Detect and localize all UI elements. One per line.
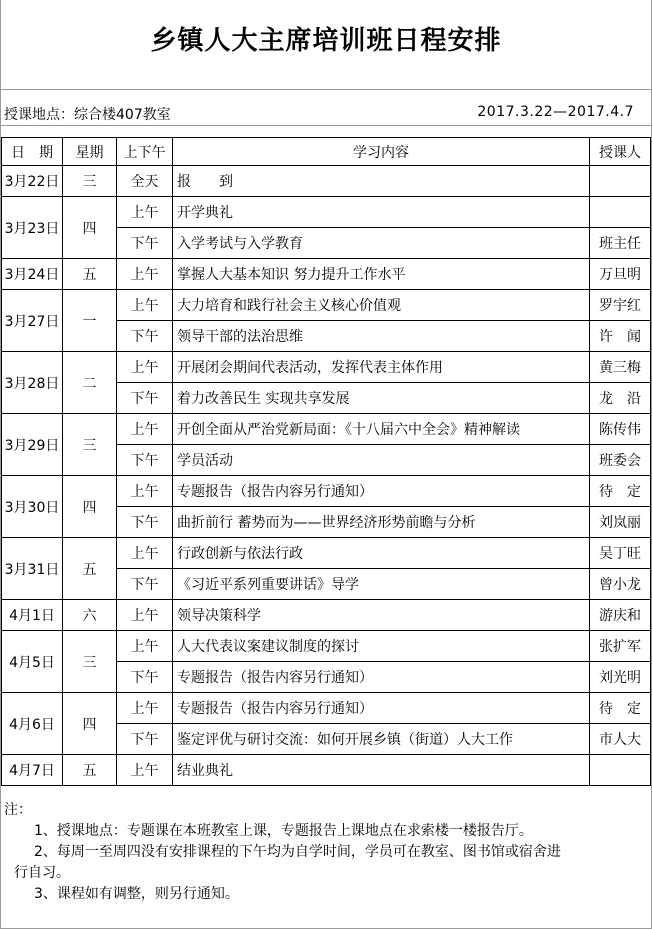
cell-weekday: 四 — [63, 693, 117, 755]
cell-teacher: 万旦明 — [590, 259, 651, 290]
cell-period: 下午 — [117, 724, 173, 755]
cell-date: 3月22日 — [2, 166, 63, 197]
note-1: 1、授课地点：专题课在本班教室上课，专题报告上课地点在求索楼一楼报告厅。 — [34, 823, 533, 839]
cell-date: 3月28日 — [2, 352, 63, 414]
cell-teacher: 曾小龙 — [590, 569, 651, 600]
cell-content: 人大代表议案建议制度的探讨 — [173, 631, 590, 662]
cell-teacher: 班委会 — [590, 445, 651, 476]
header-content: 学习内容 — [173, 138, 590, 166]
table-row — [2, 631, 651, 662]
cell-period: 上午 — [117, 352, 173, 383]
cell-content: 领导决策科学 — [173, 600, 590, 631]
cell-weekday: 一 — [63, 290, 117, 352]
cell-date: 3月30日 — [2, 476, 63, 538]
cell-content: 专题报告（报告内容另行通知） — [173, 476, 590, 507]
cell-weekday: 二 — [63, 352, 117, 414]
cell-date: 4月7日 — [2, 755, 63, 786]
header-weekday: 星期 — [63, 138, 117, 166]
cell-period: 上午 — [117, 476, 173, 507]
cell-date: 4月1日 — [2, 600, 63, 631]
page-title: 乡镇人大主席培训班日程安排 — [150, 26, 502, 56]
cell-date: 3月24日 — [2, 259, 63, 290]
notes-section — [4, 800, 644, 905]
note-3: 3、课程如有调整，则另行通知。 — [34, 886, 239, 902]
cell-teacher: 黄三梅 — [590, 352, 651, 383]
cell-content: 行政创新与依法行政 — [173, 538, 590, 569]
cell-weekday: 六 — [63, 600, 117, 631]
cell-period: 上午 — [117, 755, 173, 786]
cell-teacher: 班主任 — [590, 228, 651, 259]
table-row — [2, 476, 651, 507]
cell-period: 上午 — [117, 197, 173, 228]
cell-date: 3月31日 — [2, 538, 63, 600]
cell-teacher: 刘岚丽 — [590, 507, 651, 538]
cell-weekday: 五 — [63, 259, 117, 290]
cell-date: 3月23日 — [2, 197, 63, 259]
table-row — [2, 693, 651, 724]
cell-content: 鉴定评优与研讨交流：如何开展乡镇（街道）人大工作 — [173, 724, 590, 755]
cell-teacher: 罗宇红 — [590, 290, 651, 321]
cell-weekday: 五 — [63, 538, 117, 600]
cell-teacher: 待 定 — [590, 476, 651, 507]
header-period: 上下午 — [117, 138, 173, 166]
cell-content: 结业典礼 — [173, 755, 590, 786]
table-row — [2, 755, 651, 786]
cell-teacher — [590, 755, 651, 786]
cell-teacher: 市人大 — [590, 724, 651, 755]
cell-content: 入学考试与入学教育 — [173, 228, 590, 259]
cell-teacher: 吴丁旺 — [590, 538, 651, 569]
cell-period: 下午 — [117, 662, 173, 693]
table-row — [2, 166, 651, 197]
cell-weekday: 三 — [63, 166, 117, 197]
header-teacher: 授课人 — [590, 138, 651, 166]
cell-teacher: 陈传伟 — [590, 414, 651, 445]
cell-content: 专题报告（报告内容另行通知） — [173, 693, 590, 724]
table-row — [2, 259, 651, 290]
cell-period: 下午 — [117, 507, 173, 538]
cell-teacher: 龙 沿 — [590, 383, 651, 414]
table-row — [2, 414, 651, 445]
cell-date: 4月6日 — [2, 693, 63, 755]
table-row — [2, 600, 651, 631]
cell-date: 4月5日 — [2, 631, 63, 693]
header-date: 日 期 — [2, 138, 63, 166]
cell-period: 下午 — [117, 383, 173, 414]
cell-date: 3月29日 — [2, 414, 63, 476]
cell-weekday: 三 — [63, 631, 117, 693]
cell-content: 开创全面从严治党新局面：《十八届六中全会》精神解读 — [173, 414, 590, 445]
cell-period: 上午 — [117, 290, 173, 321]
cell-period: 上午 — [117, 600, 173, 631]
table-row — [2, 197, 651, 228]
table-row — [2, 352, 651, 383]
cell-content: 专题报告（报告内容另行通知） — [173, 662, 590, 693]
table-row — [2, 290, 651, 321]
cell-content: 开学典礼 — [173, 197, 590, 228]
cell-teacher: 刘光明 — [590, 662, 651, 693]
cell-weekday: 五 — [63, 755, 117, 786]
cell-teacher: 张扩军 — [590, 631, 651, 662]
cell-teacher — [590, 166, 651, 197]
cell-weekday: 四 — [63, 476, 117, 538]
cell-period: 上午 — [117, 631, 173, 662]
cell-period: 全天 — [117, 166, 173, 197]
cell-content: 着力改善民生 实现共享发展 — [173, 383, 590, 414]
cell-period: 上午 — [117, 259, 173, 290]
cell-content: 报 到 — [173, 166, 590, 197]
date-range: 2017.3.22—2017.4.7 — [477, 104, 634, 120]
cell-period: 上午 — [117, 693, 173, 724]
cell-period: 上午 — [117, 538, 173, 569]
note-2-continued: 行自习。 — [14, 865, 70, 881]
note-2: 2、每周一至周四没有安排课程的下午均为自学时间，学员可在教室、图书馆或宿舍进 — [34, 844, 561, 860]
cell-teacher: 待 定 — [590, 693, 651, 724]
table-row — [2, 538, 651, 569]
cell-content: 掌握人大基本知识 努力提升工作水平 — [173, 259, 590, 290]
cell-content: 曲折前行 蓄势而为——世界经济形势前瞻与分析 — [173, 507, 590, 538]
cell-period: 下午 — [117, 445, 173, 476]
table-header-row — [2, 138, 651, 166]
cell-period: 下午 — [117, 569, 173, 600]
notes-heading: 注： — [4, 802, 32, 818]
cell-teacher: 游庆和 — [590, 600, 651, 631]
cell-date: 3月27日 — [2, 290, 63, 352]
cell-weekday: 三 — [63, 414, 117, 476]
cell-period: 下午 — [117, 321, 173, 352]
cell-teacher: 许 闻 — [590, 321, 651, 352]
location-text: 授课地点：综合楼407教室 — [4, 107, 171, 123]
schedule-table — [1, 137, 651, 786]
cell-period: 下午 — [117, 228, 173, 259]
cell-content: 大力培育和践行社会主义核心价值观 — [173, 290, 590, 321]
cell-content: 领导干部的法治思维 — [173, 321, 590, 352]
cell-content: 《习近平系列重要讲话》导学 — [173, 569, 590, 600]
cell-content: 学员活动 — [173, 445, 590, 476]
schedule-body — [2, 166, 651, 786]
cell-weekday: 四 — [63, 197, 117, 259]
cell-content: 开展闭会期间代表活动，发挥代表主体作用 — [173, 352, 590, 383]
cell-teacher — [590, 197, 651, 228]
cell-period: 上午 — [117, 414, 173, 445]
